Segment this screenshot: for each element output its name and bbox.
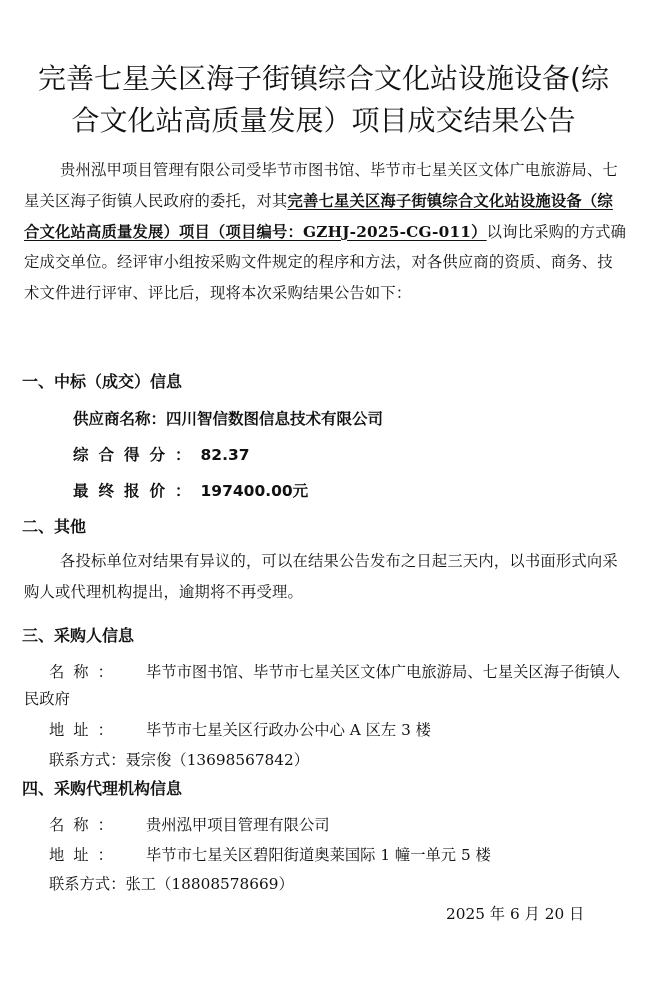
project-name-underlined: 完善七星关区海子街镇综合文化站设施设备（综合文化站高质量发展）项目（项目编号：GZHJ-2025-CG-011） — [24, 191, 613, 241]
intro-paragraph — [24, 155, 628, 309]
price-value: 197400.00元 — [200, 482, 309, 500]
intro-text-after: 以询比采购的方式确定成交单位。经评审小组按采购文件规定的程序和方法，对各供应商的资质、商务、技术文件进行评审、评比后，现将本次采购结果公告如下： — [24, 222, 627, 303]
score-value: 82.37 — [200, 446, 250, 464]
document-title — [8, 58, 639, 142]
title-line-2: 合文化站高质量发展）项目成交结果公告 — [71, 104, 576, 137]
supplier-label: 供应商名称： — [73, 410, 167, 428]
section-heading-agency: 四、采购代理机构信息 — [22, 779, 183, 798]
other-paragraph — [24, 546, 628, 608]
announcement-date: 2025 年 6 月 20 日 — [446, 905, 585, 923]
purchaser-contact-row — [49, 748, 309, 772]
purchaser-name-row — [24, 659, 630, 713]
agency-contact-value: 张工（18808578669） — [125, 875, 294, 893]
purchaser-address-value: 毕节市七星关区行政办公中心 A 区左 3 楼 — [146, 721, 431, 739]
score-label: 综合得分： — [73, 446, 201, 464]
section-heading-purchaser: 三、采购人信息 — [22, 626, 135, 645]
purchaser-contact-value: 聂宗俊（13698567842） — [125, 751, 310, 769]
other-text: 各投标单位对结果有异议的，可以在结果公告发布之日起三天内，以书面形式向采购人或代理机构提出，逾期将不再受理。 — [24, 552, 618, 601]
score-row — [73, 443, 250, 467]
title-line-1: 完善七星关区海子街镇综合文化站设施设备(综 — [38, 62, 609, 95]
price-row — [73, 479, 308, 503]
purchaser-contact-label: 联系方式： — [49, 751, 126, 769]
purchaser-address-label: 地址： — [49, 721, 122, 739]
agency-contact-row — [49, 872, 294, 896]
agency-contact-label: 联系方式： — [49, 875, 126, 893]
intro-text-before: 贵州泓甲项目管理有限公司受毕节市图书馆、毕节市七星关区文体广电旅游局、七星关区海子街镇人民政府的委托，对其 — [24, 161, 618, 210]
section-heading-other: 二、其他 — [22, 517, 87, 536]
agency-name-label: 名称： — [49, 816, 122, 834]
agency-address-value: 毕节市七星关区碧阳街道奥莱国际 1 幢一单元 5 楼 — [146, 846, 491, 864]
supplier-value: 四川智信数图信息技术有限公司 — [166, 410, 384, 428]
price-label: 最终报价： — [73, 482, 201, 500]
purchaser-name-value: 毕节市图书馆、毕节市七星关区文体广电旅游局、七星关区海子街镇人民政府 — [24, 663, 621, 708]
agency-address-row — [49, 843, 491, 867]
purchaser-address-row — [49, 718, 431, 742]
agency-name-value: 贵州泓甲项目管理有限公司 — [146, 816, 330, 834]
purchaser-name-label: 名称： — [49, 663, 122, 681]
agency-name-row — [49, 813, 330, 837]
agency-address-label: 地址： — [49, 846, 122, 864]
supplier-row — [73, 407, 383, 431]
section-heading-award-info: 一、中标（成交）信息 — [22, 372, 183, 391]
